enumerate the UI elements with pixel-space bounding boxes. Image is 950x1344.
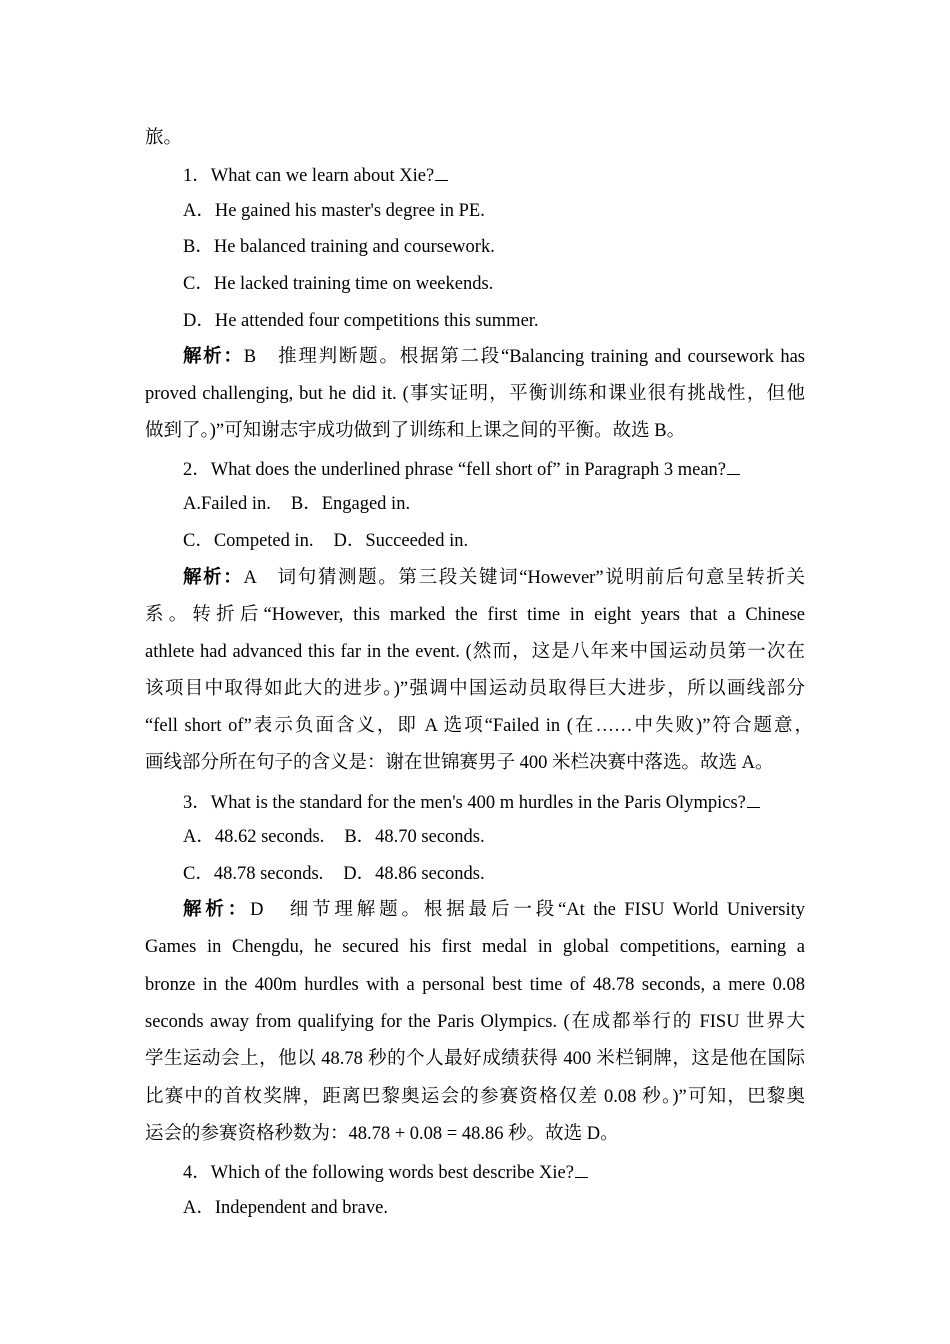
analysis-line: 做到了。)”可知谢志宇成功做到了训练和上课之间的平衡。故选 B。 [145,421,686,441]
option: C．48.78 seconds. [183,864,324,884]
analysis-line: 解析：A 词句猜测题。第三段关键词“However”说明前后句意呈转折关 [183,568,805,588]
question-4: 4．Which of the following words best describe Xie? [183,1162,805,1183]
option: B．He balanced training and coursework. [183,237,495,257]
option: D．He attended four competitions this summer. [183,311,539,331]
analysis-line: bronze in the 400m hurdles with a personal best time of 48.78 seconds, a mere 0.08 [145,975,805,995]
analysis-line: Games in Chengdu, he secured his first medal in global competitions, earning a [145,937,805,957]
question-2: 2．What does the underlined phrase “fell short of” in Paragraph 3 mean? [183,459,805,480]
text-line: 旅。 [145,128,183,148]
option-row [183,828,805,847]
analysis-line: seconds away from qualifying for the Paris Olympics. (在成都举行的 FISU 世界大 [145,1012,805,1032]
analysis-line: athlete had advanced this far in the event. (然而，这是八年来中国运动员第一次在 [145,642,805,662]
analysis-label: 解析： [183,900,251,920]
analysis-line: 运会的参赛资格秒数为：48.78 + 0.08 = 48.86 秒。故选 D。 [145,1124,619,1144]
option: B．48.70 seconds. [344,827,485,847]
analysis-line: 该项目中取得如此大的进步。)”强调中国运动员取得巨大进步，所以画线部分 [145,679,805,699]
analysis-line: proved challenging, but he did it. (事实证明，平衡训练和课业很有挑战性，但他 [145,384,805,404]
answer-blank [575,1162,588,1178]
option: B．Engaged in. [290,494,411,514]
analysis-line: 学生运动会上，他以 48.78 秒的个人最好成绩获得 400 米栏铜牌，这是他在国际 [145,1049,805,1069]
analysis-line: 解析：D 细节理解题。根据最后一段“At the FISU World University [183,900,805,920]
analysis-line: 系。转折后“However, this marked the first time in eight years that a Chinese [145,605,805,625]
question-1: 1．What can we learn about Xie? [183,165,805,186]
question-3: 3．What is the standard for the men's 400 m hurdles in the Paris Olympics? [183,792,805,813]
option: A．Independent and brave. [183,1198,388,1218]
option-row [183,865,805,884]
answer-blank [435,165,448,181]
analysis-line: “fell short of”表示负面含义，即 A 选项“Failed in (在……中失败)”符合题意， [145,716,813,736]
analysis-line: 比赛中的首枚奖牌，距离巴黎奥运会的参赛资格仅差 0.08 秒。)”可知，巴黎奥 [145,1087,805,1107]
analysis-label: 解析： [183,347,244,367]
option: A．48.62 seconds. [183,827,325,847]
analysis-line: 画线部分所在句子的含义是：谢在世锦赛男子 400 米栏决赛中落选。故选 A。 [145,753,774,773]
analysis-line: 解析：B 推理判断题。根据第二段“Balancing training and coursework has [183,347,805,367]
option: A.Failed in. [183,494,271,514]
option: D．48.86 seconds. [343,864,485,884]
answer-blank [727,459,740,475]
option: C．Competed in. [183,531,314,551]
answer-blank [747,792,760,808]
option: C．He lacked training time on weekends. [183,274,494,294]
option-row [183,532,805,551]
analysis-label: 解析： [183,568,244,588]
option-row [183,495,805,514]
option: D．Succeeded in. [333,531,469,551]
option: A．He gained his master's degree in PE. [183,201,485,221]
